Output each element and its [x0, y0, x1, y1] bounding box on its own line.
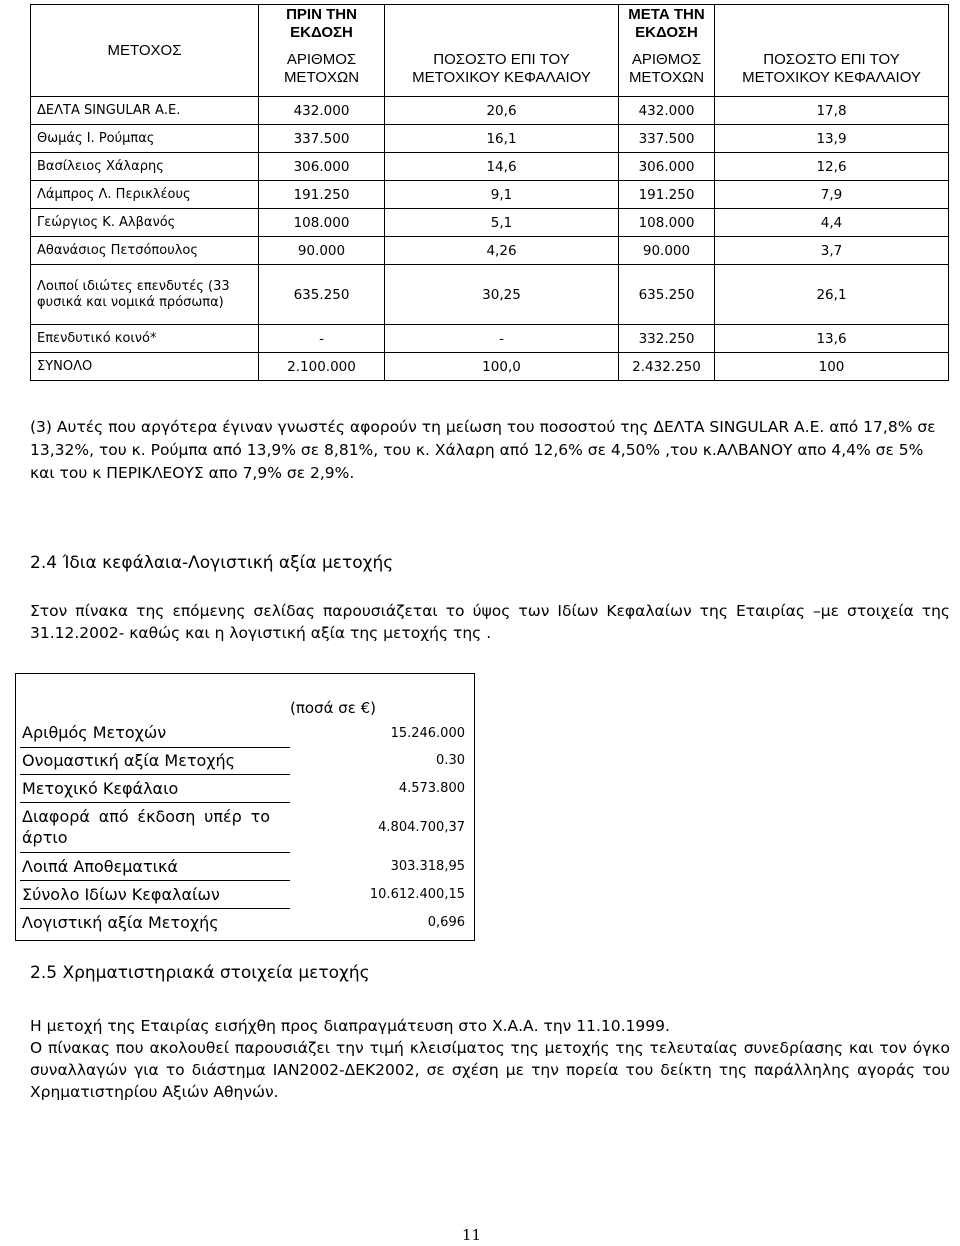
pct-before: 30,25 — [385, 265, 619, 325]
pct-after: 26,1 — [715, 265, 949, 325]
equity-value: 0,696 — [427, 914, 465, 930]
pct-before: - — [385, 325, 619, 353]
table-row — [31, 97, 949, 125]
table-row — [20, 719, 475, 747]
table-row — [20, 852, 475, 880]
table-row — [31, 181, 949, 209]
shareholder-name: Λάμπρος Λ. Περικλέους — [31, 181, 259, 209]
shares-before: 337.500 — [259, 125, 385, 153]
shares-after: 108.000 — [619, 209, 715, 237]
shareholder-name: Λοιποί ιδιώτες επενδυτές (33 φυσικά και νομικά πρόσωπα) — [31, 265, 259, 325]
table-row — [31, 153, 949, 181]
shares-after: 2.432.250 — [619, 353, 715, 381]
shares-after: 332.250 — [619, 325, 715, 353]
equity-label: Ονομαστική αξία Μετοχής — [20, 747, 290, 774]
header-pct-before: ΠΟΣΟΣΤΟ ΕΠΙ ΤΟΥ ΜΕΤΟΧΙΚΟΥ ΚΕΦΑΛΑΙΟΥ — [385, 43, 619, 97]
pct-after: 4,4 — [715, 209, 949, 237]
table-row — [20, 880, 475, 908]
header-shareholder: ΜΕΤΟΧΟΣ — [31, 5, 259, 97]
pct-before: 20,6 — [385, 97, 619, 125]
table-row — [20, 747, 475, 774]
equity-label: Διαφορά από έκδοση υπέρ το άρτιο — [20, 802, 290, 852]
shares-before: 90.000 — [259, 237, 385, 265]
shareholder-table — [30, 4, 949, 381]
pct-after: 100 — [715, 353, 949, 381]
total-row — [31, 353, 949, 381]
equity-label: Λοιπά Αποθεματικά — [20, 852, 290, 880]
shareholder-name: Θωμάς Ι. Ρούμπας — [31, 125, 259, 153]
table-row — [20, 802, 475, 852]
equity-value: 15.246.000 — [390, 725, 465, 741]
shares-before: - — [259, 325, 385, 353]
pct-after: 12,6 — [715, 153, 949, 181]
pct-before: 16,1 — [385, 125, 619, 153]
shares-after: 635.250 — [619, 265, 715, 325]
header-shares-before: ΑΡΙΘΜΟΣ ΜΕΤΟΧΩΝ — [259, 43, 385, 97]
shareholder-name: Αθανάσιος Πετσόπουλος — [31, 237, 259, 265]
shares-after: 191.250 — [619, 181, 715, 209]
table-row — [31, 237, 949, 265]
pct-after: 7,9 — [715, 181, 949, 209]
shares-before: 108.000 — [259, 209, 385, 237]
header-shares-after: ΑΡΙΘΜΟΣ ΜΕΤΟΧΩΝ — [619, 43, 715, 97]
table-row — [31, 265, 949, 325]
equity-value: 4.804.700,37 — [378, 819, 465, 835]
equity-value: 303.318,95 — [390, 858, 465, 874]
table-row — [31, 125, 949, 153]
equity-value: 4.573.800 — [398, 780, 465, 796]
shareholder-name: ΔΕΛΤΑ SINGULAR Α.Ε. — [31, 97, 259, 125]
equity-label: Σύνολο Ιδίων Κεφαλαίων — [20, 880, 290, 908]
pct-after: 3,7 — [715, 237, 949, 265]
equity-label: Λογιστική αξία Μετοχής — [22, 912, 219, 932]
table-row — [31, 209, 949, 237]
footnote: (3) Αυτές που αργότερα έγιναν γνωστές αφορούν τη μείωση του ποσοστού της ΔΕΛΤΑ SINGULAR Α.Ε. από 17,8% σε 13,32%, του κ. Ρούμπα από 13,9% σε 8,81%, του κ. Χάλαρη από 12,6% σε 4,50% ,του κ.ΑΛΒΑΝΟΥ απο 4,4% σε 5% και του κ ΠΕΡΙΚΛΕΟΥΣ απο 7,9% σε 2,9%. — [30, 418, 936, 482]
header-before-issue: ΠΡΙΝ ΤΗΝ ΕΚΔΟΣΗ — [259, 5, 385, 43]
page-number: 11 — [462, 1226, 482, 1244]
pct-after: 17,8 — [715, 97, 949, 125]
pct-after: 13,6 — [715, 325, 949, 353]
shares-after: 306.000 — [619, 153, 715, 181]
shares-before: 432.000 — [259, 97, 385, 125]
table-row — [20, 908, 475, 936]
pct-before: 4,26 — [385, 237, 619, 265]
pct-before: 14,6 — [385, 153, 619, 181]
section-2-5-paragraph: Ο πίνακας που ακολουθεί παρουσιάζει την τιμή κλεισίματος της μετοχής της τελευταίας συνεδρίασης και τον όγκο συναλλαγών για το διάστημα ΙΑΝ2002-ΔΕΚ2002, σε σχέση με την πορεία του δείκτη της παράλληλης αγοράς του Χρηματιστηρίου Αξιών Αθηνών. — [30, 1039, 950, 1101]
shareholder-name: Γεώργιος Κ. Αλβανός — [31, 209, 259, 237]
pct-before: 5,1 — [385, 209, 619, 237]
shares-after: 90.000 — [619, 237, 715, 265]
shareholder-name: Επενδυτικό κοινό* — [31, 325, 259, 353]
shares-before: 2.100.000 — [259, 353, 385, 381]
unit-label: (ποσά σε €) — [290, 699, 377, 717]
equity-table — [20, 673, 475, 936]
section-heading-2-4: 2.4 Ίδια κεφάλαια-Λογιστική αξία μετοχής — [30, 553, 394, 573]
equity-value: 10.612.400,15 — [369, 886, 465, 902]
shareholder-name: Βασίλειος Χάλαρης — [31, 153, 259, 181]
pct-before: 100,0 — [385, 353, 619, 381]
table-row — [20, 774, 475, 802]
pct-before: 9,1 — [385, 181, 619, 209]
section-heading-2-5: 2.5 Χρηματιστηριακά στοιχεία μετοχής — [30, 963, 370, 983]
shares-before: 306.000 — [259, 153, 385, 181]
section-2-4-paragraph: Στον πίνακα της επόμενης σελίδας παρουσιάζεται το ύψος των Ιδίων Κεφαλαίων της Εταιρίας –με στοιχεία της 31.12.2002- καθώς και η λογιστική αξία της μετοχής της . — [30, 602, 950, 642]
shares-before: 635.250 — [259, 265, 385, 325]
shareholder-name: ΣΥΝΟΛΟ — [31, 353, 259, 381]
table-row — [31, 325, 949, 353]
equity-value: 0.30 — [436, 753, 465, 768]
shares-after: 432.000 — [619, 97, 715, 125]
pct-after: 13,9 — [715, 125, 949, 153]
shares-before: 191.250 — [259, 181, 385, 209]
header-after-issue: ΜΕΤΑ ΤΗΝ ΕΚΔΟΣΗ — [619, 5, 715, 43]
section-2-5-line1: Η μετοχή της Εταιρίας εισήχθη προς διαπραγμάτευση στο Χ.Α.Α. την 11.10.1999. — [30, 1017, 670, 1035]
equity-label: Αριθμός Μετοχών — [20, 719, 290, 747]
equity-label: Μετοχικό Κεφάλαιο — [20, 774, 290, 802]
header-pct-after: ΠΟΣΟΣΤΟ ΕΠΙ ΤΟΥ ΜΕΤΟΧΙΚΟΥ ΚΕΦΑΛΑΙΟΥ — [715, 43, 949, 97]
shares-after: 337.500 — [619, 125, 715, 153]
